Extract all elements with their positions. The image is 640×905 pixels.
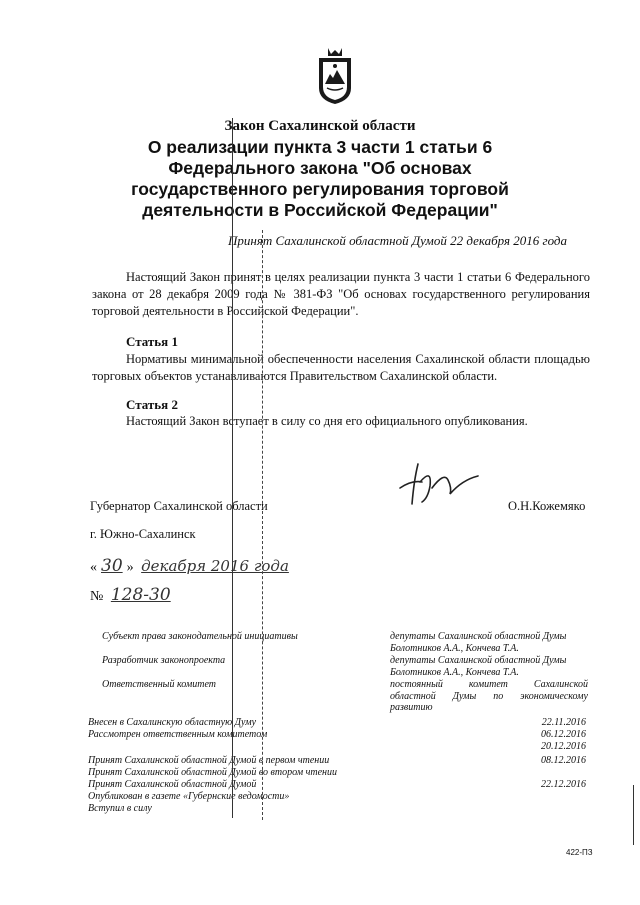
date-quote-close: » bbox=[126, 560, 134, 575]
law-subtitle-line-1: О реализации пункта 3 части 1 статьи 6 bbox=[147, 137, 493, 157]
law-title: Закон Сахалинской области bbox=[224, 118, 416, 134]
timeline-label-2: Рассмотрен ответственным комитетом bbox=[88, 729, 268, 740]
timeline-date-6: 22.12.2016 bbox=[541, 779, 586, 790]
info-value-developer: депутаты Сахалинской областной Думы Болотников А.А., Кончева Т.А. bbox=[390, 655, 567, 678]
signing-date bbox=[90, 556, 289, 576]
article-2-text: Настоящий Закон вступает в силу со дня его официального опубликования. bbox=[126, 414, 528, 428]
article-2-title: Статья 2 bbox=[126, 397, 178, 412]
info-label-initiative: Субъект права законодательной инициативы bbox=[102, 631, 298, 642]
number-prefix: № bbox=[90, 589, 104, 604]
timeline-label-7: Опубликован в газете «Губернские ведомости» bbox=[88, 791, 290, 802]
preamble-text: Настоящий Закон принят в целях реализации пункта 3 части 1 статьи 6 Федерального закона от 28 декабря 2009 года № 381-ФЗ "Об основах государственного регулирования торговой деятельности в Российской Федерации". bbox=[92, 270, 590, 318]
adoption-statement: Принят Сахалинской областной Думой 22 декабря 2016 года bbox=[228, 233, 567, 248]
date-rest: декабря 2016 года bbox=[141, 557, 289, 575]
info-value-committee: постоянный комитет Сахалинской областной Думы по экономическому развитию bbox=[390, 679, 588, 713]
law-subtitle-line-4: деятельности в Российской Федерации" bbox=[142, 200, 498, 220]
info-value-initiative: депутаты Сахалинской областной Думы Болотников А.А., Кончева Т.А. bbox=[390, 631, 567, 654]
timeline-date-3: 20.12.2016 bbox=[541, 741, 586, 752]
timeline-date-2: 06.12.2016 bbox=[541, 729, 586, 740]
info-label-developer: Разработчик законопроекта bbox=[102, 655, 226, 666]
date-quote-open: « bbox=[90, 560, 97, 575]
law-subtitle-line-2: Федерального закона "Об основах bbox=[168, 158, 472, 178]
scan-fold-line-dashed bbox=[262, 230, 263, 820]
scan-edge-mark bbox=[633, 785, 634, 845]
coat-of-arms-icon bbox=[315, 44, 355, 106]
number-value: 128-30 bbox=[110, 585, 171, 605]
timeline-label-6: Принят Сахалинской областной Думой bbox=[88, 779, 257, 790]
timeline-label-4: Принят Сахалинской областной Думой в первом чтении bbox=[88, 755, 330, 766]
governor-position: Губернатор Сахалинской области bbox=[90, 499, 268, 513]
info-label-committee: Ответственный комитет bbox=[102, 679, 216, 690]
law-number bbox=[90, 585, 171, 605]
timeline-label-1: Внесен в Сахалинскую областную Думу bbox=[88, 717, 257, 728]
signature-icon bbox=[392, 458, 482, 508]
footer-code: 422-ПЗ bbox=[566, 848, 593, 857]
city: г. Южно-Сахалинск bbox=[90, 527, 196, 541]
timeline-label-8: Вступил в силу bbox=[88, 803, 152, 814]
governor-name: О.Н.Кожемяко bbox=[508, 499, 586, 513]
article-1-title: Статья 1 bbox=[126, 334, 178, 349]
scan-fold-line bbox=[232, 118, 233, 818]
date-day: 30 bbox=[101, 556, 123, 576]
article-1-text: Нормативы минимальной обеспеченности населения Сахалинской области площадью торговых объектов устанавливаются Правительством Сахалинской области. bbox=[92, 352, 590, 383]
timeline-date-4: 08.12.2016 bbox=[541, 755, 586, 766]
timeline-label-5: Принят Сахалинской областной Думой во втором чтении bbox=[88, 767, 338, 778]
law-subtitle-line-3: государственного регулирования торговой bbox=[131, 179, 509, 199]
timeline-date-1: 22.11.2016 bbox=[541, 717, 586, 728]
